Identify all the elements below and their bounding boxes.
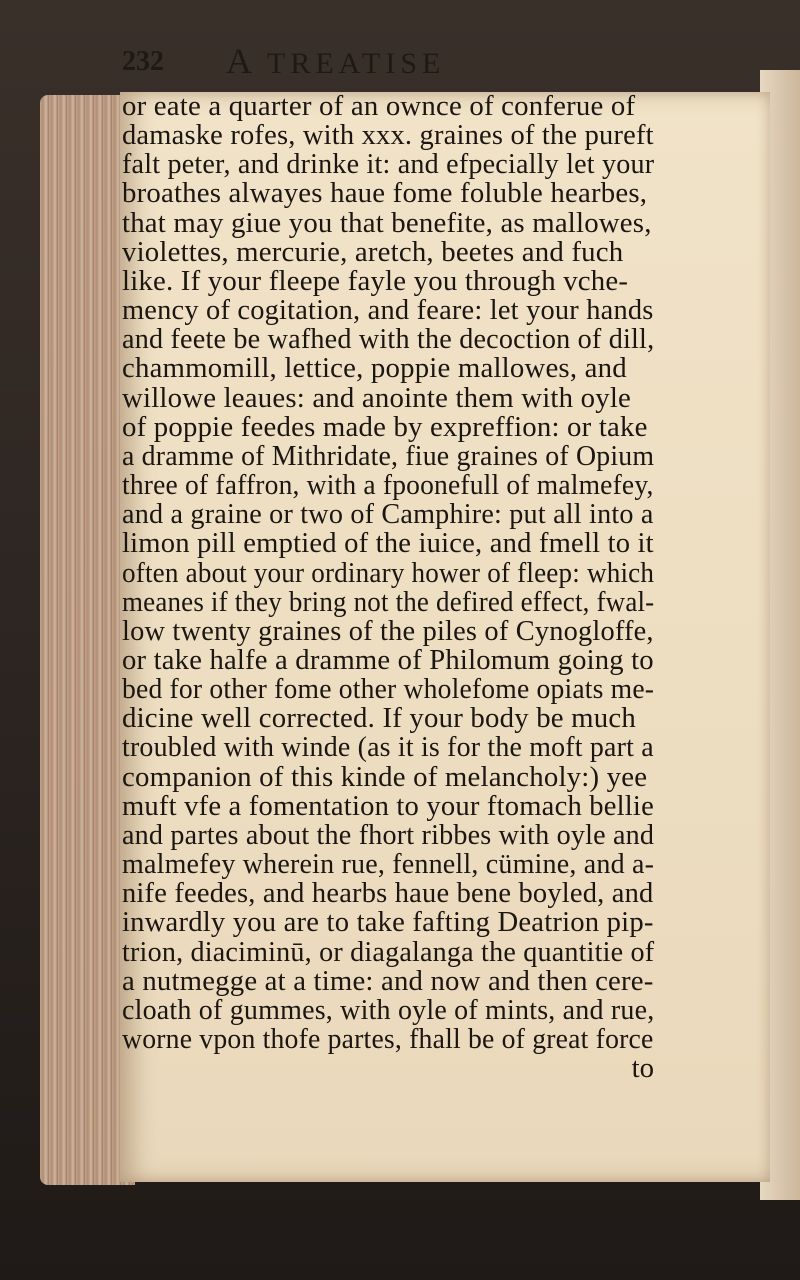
text-line: troubled with winde (as it is for the moft part a	[122, 731, 654, 764]
text-line: cloath of gummes, with oyle of mints, and rue,	[122, 993, 655, 1026]
catchword: to	[631, 1052, 654, 1085]
text-line: malmefey wherein rue, fennell, cümine, and a-	[122, 848, 655, 881]
text-line: nife feedes, and hearbs haue bene boyled, and	[122, 877, 654, 910]
text-line: or take halfe a dramme of Philomum going to	[122, 643, 654, 676]
text-line: meanes if they bring not the defired effect, fwal-	[122, 585, 655, 618]
text-line: often about your ordinary hower of fleep: which	[122, 556, 655, 589]
text-line: bed for other fome other wholefome opiats me-	[122, 673, 655, 706]
text-line: and a graine or two of Camphire: put all into a	[122, 498, 654, 531]
running-title-word: TREATISE	[267, 47, 446, 80]
text-line: a dramme of Mithridate, fiue graines of Opium	[122, 439, 655, 472]
text-line: worne vpon thofe partes, fhall be of great force	[122, 1023, 654, 1055]
text-line: damaske rofes, with xxx. graines of the pureft	[122, 119, 654, 152]
page-number: 232	[122, 46, 164, 77]
text-line: companion of this kinde of melancholy:) yee	[122, 760, 648, 793]
text-line: willowe leaues: and anointe them with oyle	[122, 381, 632, 414]
text-line: of poppie feedes made by expreffion: or take	[122, 410, 648, 443]
text-line: trion, diaciminū, or diagalanga the quantitie of	[122, 935, 655, 968]
text-line: mency of cogitation, and feare: let your hands	[122, 294, 654, 327]
text-line: dicine well corrected. If your body be much	[122, 702, 636, 735]
text-line: that may giue you that benefite, as mallowes,	[122, 206, 652, 239]
text-line: and feete be wafhed with the decoction of dill,	[122, 323, 655, 356]
text-line: violettes, mercurie, aretch, beetes and fuch	[122, 235, 624, 268]
text-line: chammomill, lettice, poppie mallowes, and	[122, 352, 627, 385]
running-title-initial: A	[226, 41, 255, 81]
text-line: broathes alwayes haue fome foluble hearbes,	[122, 177, 648, 210]
running-title	[226, 40, 445, 82]
text-line: low twenty graines of the piles of Cynogloffe,	[122, 614, 654, 647]
text-line: or eate a quarter of an ownce of conferue of	[122, 90, 636, 122]
page-header	[122, 41, 642, 84]
text-line: like. If your fleepe fayle you through vche-	[122, 264, 629, 297]
text-line: limon pill emptied of the iuice, and fmell to it	[122, 527, 654, 560]
text-line: three of faffron, with a fpoonefull of malmefey,	[122, 469, 654, 502]
text-line: and partes about the fhort ribbes with oyle and	[122, 818, 655, 851]
text-line: inwardly you are to take fafting Deatrion pip-	[122, 906, 654, 939]
body-text	[122, 92, 654, 1083]
text-line: a nutmegge at a time: and now and then cere-	[122, 964, 654, 997]
text-line: muft vfe a fomentation to your ftomach bellie	[122, 789, 654, 822]
text-line: falt peter, and drinke it: and efpecially let your	[122, 148, 655, 181]
